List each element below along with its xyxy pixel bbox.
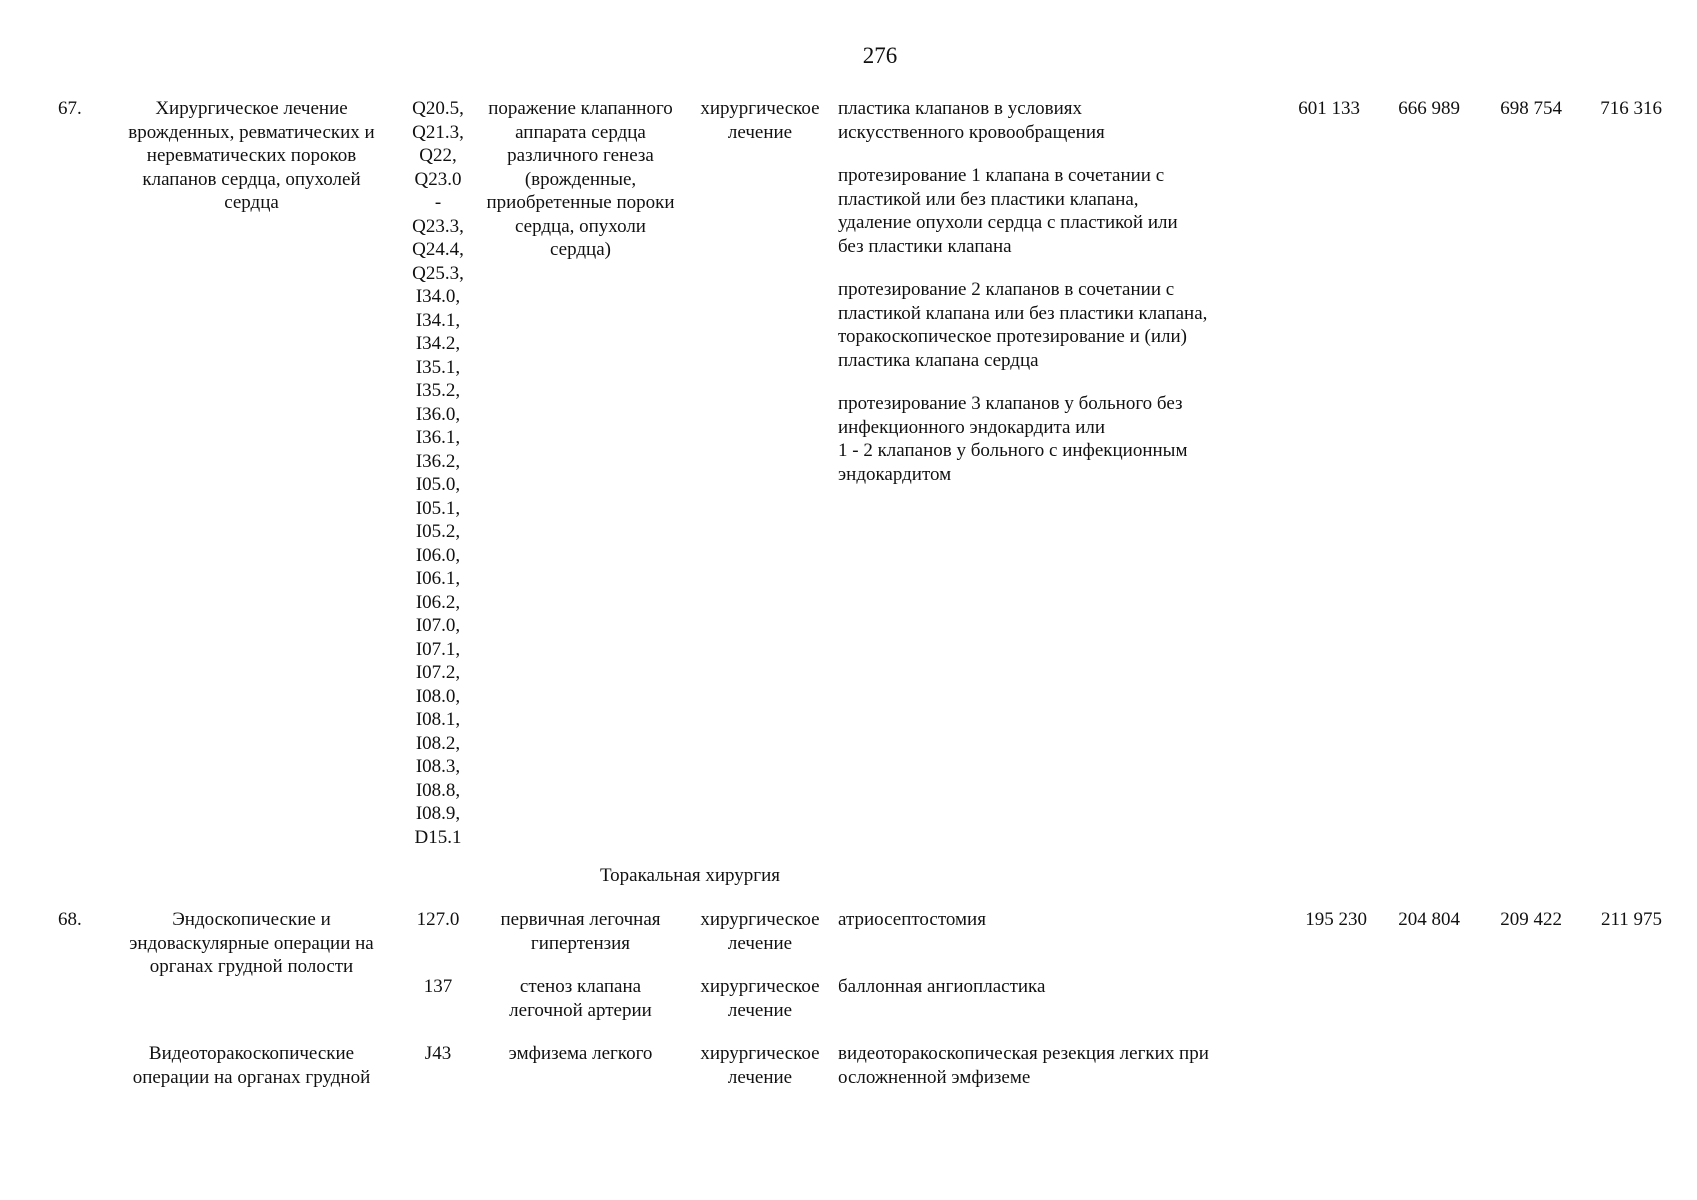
method-line: 1 - 2 клапанов у больного с инфекционным bbox=[838, 440, 1188, 461]
method-line: торакоскопическое протезирование и (или) bbox=[838, 326, 1187, 347]
icd-code: I06.0, bbox=[415, 544, 461, 566]
diagnosis-line: гипертензия bbox=[530, 932, 631, 954]
row-67-number: 67. bbox=[58, 98, 82, 119]
icd-code: I34.2, bbox=[415, 333, 461, 354]
diagnosis-line: стеноз клапана bbox=[519, 976, 642, 997]
icd-code: Q24.4, bbox=[412, 239, 464, 260]
row-67-methods bbox=[838, 97, 1258, 506]
icd-code: I07.2, bbox=[415, 662, 461, 683]
page-number: 276 bbox=[862, 43, 898, 68]
row-video-code: J43 bbox=[424, 1043, 452, 1064]
diagnosis-line: (врожденные, bbox=[524, 168, 637, 190]
icd-code: I36.1, bbox=[415, 427, 461, 448]
row-68-code-1: 127.0 bbox=[416, 909, 460, 930]
method-line: баллонная ангиопластика bbox=[838, 976, 1046, 997]
row-68-name-line: Эндоскопические и bbox=[172, 909, 331, 930]
icd-code: I08.8, bbox=[415, 779, 461, 801]
method-line: пластика клапанов в условиях bbox=[838, 98, 1083, 119]
icd-code: Q20.5, bbox=[412, 98, 464, 119]
method-line: искусственного кровообращения bbox=[838, 121, 1105, 143]
icd-code: I08.9, bbox=[415, 803, 461, 824]
icd-code: Q23.0 bbox=[414, 168, 462, 190]
method-paragraph bbox=[838, 278, 1258, 372]
method-line: пластикой клапана или без пластики клапана, bbox=[838, 302, 1208, 324]
icd-code: I05.2, bbox=[415, 521, 461, 542]
row-67-name-line: сердца bbox=[224, 192, 279, 213]
icd-code: I36.0, bbox=[415, 403, 461, 425]
method-line: протезирование 1 клапана в сочетании с bbox=[838, 165, 1165, 186]
method-line: осложненной эмфиземе bbox=[838, 1066, 1031, 1088]
icd-code: D15.1 bbox=[414, 826, 462, 848]
row-video-name-line: операции на органах грудной bbox=[132, 1066, 371, 1088]
row-68-name bbox=[110, 908, 393, 979]
method-line: протезирование 3 клапанов у больного без bbox=[838, 393, 1183, 414]
icd-code: I08.1, bbox=[415, 709, 461, 730]
row-68-value-3: 209 422 bbox=[1500, 909, 1562, 930]
row-67-value-3: 698 754 bbox=[1500, 98, 1562, 119]
icd-code: Q25.3, bbox=[412, 262, 464, 284]
icd-code: I34.0, bbox=[415, 286, 461, 307]
row-68-diagnosis-1 bbox=[478, 908, 683, 955]
treatment-line: лечение bbox=[727, 932, 793, 954]
diagnosis-line: аппарата сердца bbox=[515, 121, 646, 143]
treatment-line: хирургическое bbox=[700, 1043, 820, 1064]
diagnosis-line: эмфизема легкого bbox=[508, 1043, 653, 1064]
icd-code: I07.0, bbox=[415, 615, 461, 636]
row-67-treatment bbox=[690, 97, 830, 144]
diagnosis-line: приобретенные пороки bbox=[486, 192, 675, 213]
method-line: пластикой или без пластики клапана, bbox=[838, 188, 1139, 210]
method-line: пластика клапана сердца bbox=[838, 349, 1039, 371]
icd-code: I08.2, bbox=[415, 732, 461, 754]
method-line: атриосептостомия bbox=[838, 909, 986, 930]
row-video-diagnosis bbox=[478, 1042, 683, 1066]
diagnosis-line: сердца, опухоли bbox=[515, 215, 646, 237]
treatment-line: хирургическое bbox=[700, 909, 820, 930]
row-67-value-4: 716 316 bbox=[1600, 98, 1662, 119]
treatment-line: хирургическое bbox=[700, 98, 820, 119]
row-68-name-line: эндоваскулярные операции на bbox=[129, 932, 374, 954]
section-title: Торакальная хирургия bbox=[599, 865, 780, 886]
treatment-line: хирургическое bbox=[700, 976, 820, 997]
diagnosis-line: поражение клапанного bbox=[488, 98, 673, 119]
icd-code: I36.2, bbox=[415, 450, 461, 472]
row-67-codes bbox=[405, 97, 471, 849]
icd-code: I07.1, bbox=[415, 638, 461, 660]
row-68-name-line: органах грудной полости bbox=[149, 956, 354, 977]
row-68-method-2 bbox=[838, 975, 1258, 999]
row-video-name bbox=[110, 1042, 393, 1089]
icd-code: I05.1, bbox=[415, 497, 461, 519]
icd-code: I05.0, bbox=[415, 474, 461, 495]
method-paragraph bbox=[838, 392, 1258, 486]
method-paragraph bbox=[838, 97, 1258, 144]
icd-code: I34.1, bbox=[415, 309, 461, 331]
icd-code: I35.2, bbox=[415, 380, 461, 401]
icd-code: I08.0, bbox=[415, 685, 461, 707]
diagnosis-line: легочной артерии bbox=[509, 999, 652, 1021]
row-68-number: 68. bbox=[58, 909, 82, 930]
treatment-line: лечение bbox=[727, 1066, 793, 1088]
method-line: без пластики клапана bbox=[838, 235, 1012, 257]
row-video-treatment bbox=[690, 1042, 830, 1089]
icd-code: I06.1, bbox=[415, 568, 461, 589]
row-67-name-line: Хирургическое лечение bbox=[155, 98, 348, 119]
icd-code: I08.3, bbox=[415, 756, 461, 777]
method-line: удаление опухоли сердца с пластикой или bbox=[838, 212, 1178, 233]
row-68-code-2: 137 bbox=[423, 976, 453, 997]
row-68-method-1 bbox=[838, 908, 1258, 932]
row-68-diagnosis-2 bbox=[478, 975, 683, 1022]
row-68-value-4: 211 975 bbox=[1600, 909, 1662, 930]
diagnosis-line: первичная легочная bbox=[500, 909, 661, 930]
row-68-value-2: 204 804 bbox=[1398, 909, 1460, 930]
method-paragraph bbox=[838, 164, 1258, 258]
row-67-value-2: 666 989 bbox=[1398, 98, 1460, 119]
icd-code: Q22, bbox=[419, 145, 457, 166]
row-video-method bbox=[838, 1042, 1258, 1089]
treatment-line: лечение bbox=[727, 999, 793, 1021]
row-67-name bbox=[110, 97, 393, 215]
method-line: эндокардитом bbox=[838, 463, 952, 485]
row-67-name-line: врожденных, ревматических и bbox=[128, 121, 375, 143]
icd-code: Q23.3, bbox=[412, 215, 464, 237]
icd-code: Q21.3, bbox=[412, 121, 464, 143]
method-line: инфекционного эндокардита или bbox=[838, 416, 1106, 438]
method-line: протезирование 2 клапанов в сочетании с bbox=[838, 279, 1175, 300]
row-67-name-line: клапанов сердца, опухолей bbox=[142, 168, 361, 190]
row-67-diagnosis bbox=[478, 97, 683, 262]
icd-code: I35.1, bbox=[415, 356, 461, 378]
diagnosis-line: различного генеза bbox=[507, 145, 654, 166]
treatment-line: лечение bbox=[727, 121, 793, 143]
row-68-value-1: 195 230 bbox=[1305, 909, 1367, 930]
icd-code: - bbox=[434, 192, 442, 213]
row-68-treatment-2 bbox=[690, 975, 830, 1022]
row-68-treatment-1 bbox=[690, 908, 830, 955]
method-line: видеоторакоскопическая резекция легких при bbox=[838, 1043, 1209, 1064]
diagnosis-line: сердца) bbox=[550, 239, 611, 260]
row-video-name-line: Видеоторакоскопические bbox=[148, 1043, 355, 1064]
row-67-value-1: 601 133 bbox=[1298, 98, 1360, 119]
row-67-name-line: неревматических пороков bbox=[146, 145, 357, 166]
icd-code: I06.2, bbox=[415, 591, 461, 613]
